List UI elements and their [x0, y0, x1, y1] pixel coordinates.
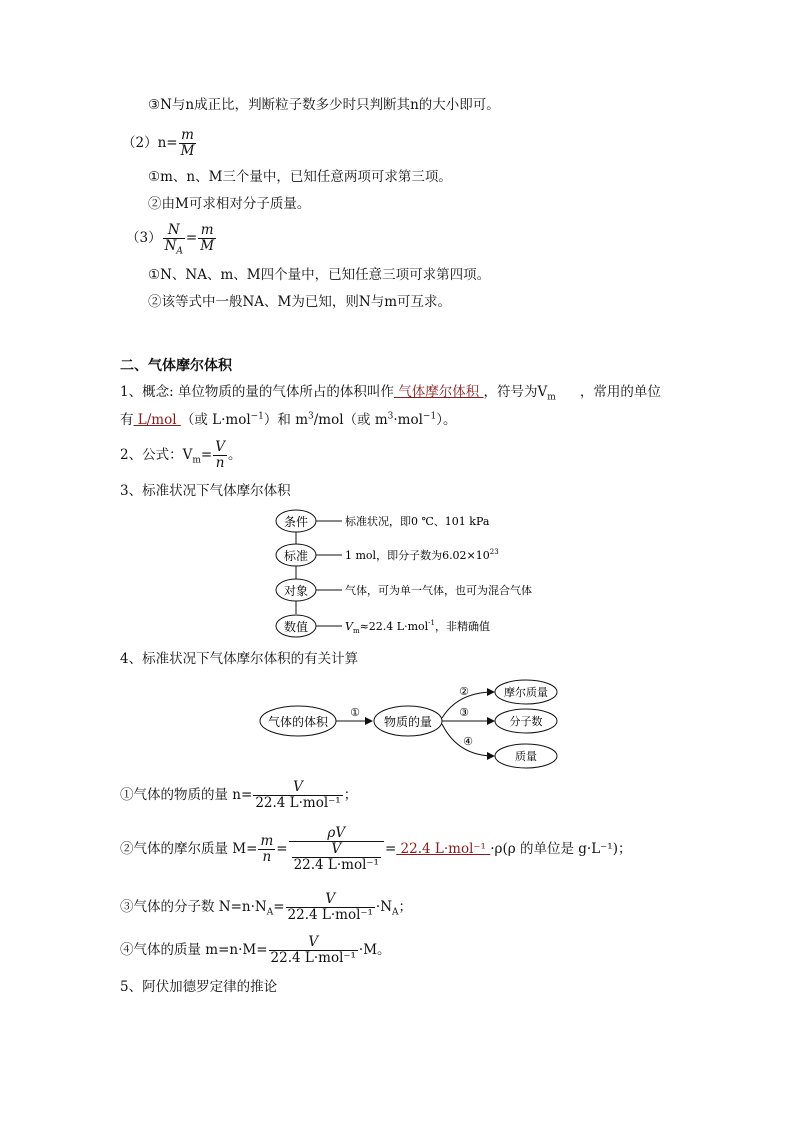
calculation-diagram [258, 678, 568, 770]
diagram2-right-node-1 [495, 680, 557, 704]
std-conditions-heading: 3、标准状况下气体摩尔体积 [120, 483, 291, 499]
concept-text: 1、概念: 单位物质的量的气体所占的体积叫作 [120, 384, 394, 400]
concept-line-1 [120, 383, 661, 401]
formula-3 [126, 222, 217, 257]
diagram1-text-3: 气体，可为单一气体，也可为混合气体 [345, 584, 532, 597]
unit-alt-4-sup: −1 [422, 411, 437, 422]
diagram1-node-3-label: 对象 [283, 584, 309, 598]
section-title: 二、气体摩尔体积 [120, 358, 232, 374]
formula-3-left-den-symbol: N [164, 238, 177, 254]
diagram1-node-2 [276, 544, 499, 566]
calc-1-end: ； [343, 787, 358, 803]
calc-1-fraction [253, 780, 342, 811]
calc-heading: 4、标准状况下气体摩尔体积的有关计算 [120, 651, 359, 667]
formula-2-note-2: ②由M可求相对分子质量。 [148, 196, 311, 212]
formula-2 [122, 128, 197, 159]
calc-3-fraction [286, 892, 375, 923]
calc-4-den: 22.4 L·mol⁻¹ [270, 950, 356, 966]
unit-alt-2: ）和 m [263, 412, 309, 428]
calc-2-end: ·ρ(ρ 的单位是 g·L⁻¹)； [490, 841, 632, 857]
formula-3-right-numerator: m [200, 222, 214, 238]
diagram1-text-4-sup: -1 [428, 619, 435, 627]
diagram1-vm: V [345, 620, 353, 633]
diagram2-right-node-2 [495, 709, 557, 733]
unit-alt-3: /mol（或 m [313, 412, 388, 428]
calc-2-inner-num: V [331, 841, 342, 857]
formula-3-right-fraction [198, 223, 216, 254]
calc-2-eq-2: = [384, 841, 397, 857]
formula-vm-end: 。 [227, 447, 242, 463]
calc-1-num: V [293, 779, 303, 795]
unit-alt-1: （或 L·mol [180, 412, 251, 428]
calc-2-eq-1: = [276, 841, 288, 857]
symbol-text: ，符号为V [483, 384, 548, 400]
unit-alt-1-sup: −1 [250, 411, 264, 422]
diagram2-left-label: 气体的体积 [267, 715, 329, 729]
diagram2-arrow-1-label: ① [350, 706, 360, 719]
formula-2-fraction [179, 128, 197, 159]
formula-vm-den: n [213, 455, 227, 471]
item-n-proportional: ③N与n成正比，判断粒子数多少时只判断其n的大小即可。 [148, 97, 500, 113]
diagram2-right-2-label: 分子数 [509, 715, 543, 728]
calc-2-num-1: m [260, 833, 274, 849]
formula-vm [120, 440, 241, 471]
formula-vm-eq: = [200, 447, 213, 463]
calc-2-fraction-2 [289, 826, 384, 873]
formula-2-numerator: m [181, 127, 194, 143]
diagram1-vm-sub: m [352, 627, 360, 635]
diagram1-node-4 [276, 615, 490, 637]
formula-3-note-2: ②该等式中一般NA、M为已知，则N与m可互求。 [148, 294, 451, 310]
calc-2-inner-fraction [292, 842, 381, 873]
diagram1-text-4 [345, 619, 490, 635]
diagram1-text-4-tail: ，非精确值 [435, 620, 490, 633]
calc-2-label: ②气体的摩尔质量 M= [120, 841, 258, 857]
concept-line-2 [120, 411, 456, 429]
unit-alt-4: ·mol [393, 412, 423, 428]
concept-answer-blank: 气体摩尔体积 [393, 384, 484, 400]
diagram1-node-2-label: 标准 [283, 549, 309, 563]
unit-alt-2-sup: 3 [308, 411, 314, 422]
diagram1-text-1: 标准状况，即0 ℃、101 kPa [345, 515, 490, 528]
diagram2-left-node [260, 706, 336, 736]
unit-text: ，常用的单位 [579, 384, 661, 400]
calc-3-sub: A [266, 907, 274, 918]
calc-3-end: ·N [375, 899, 393, 915]
symbol-sub: m [547, 392, 556, 403]
calc-2-inner-den: 22.4 L·mol⁻¹ [293, 857, 379, 873]
unit-alt-end: ）。 [436, 412, 457, 428]
unit-alt-3-sup: 3 [387, 411, 394, 422]
unit-prefix: 有 [120, 412, 134, 428]
formula-3-left-den-sub: A [176, 246, 183, 257]
formula-vm-num: V [215, 439, 225, 455]
formula-3-left-denominator [163, 238, 185, 257]
calc-4-end: ·M。 [358, 942, 391, 958]
diagram1-text-4-main: ≈22.4 L·mol [359, 620, 429, 633]
diagram2-right-3-label: 质量 [515, 750, 537, 763]
diagram1-node-1-label: 条件 [283, 515, 309, 529]
calc-3-end-sub: A [392, 907, 399, 918]
calc-4-label: ④气体的质量 m=n·M= [120, 942, 268, 958]
calc-1-label: ①气体的物质的量 n= [120, 787, 253, 803]
diagram2-right-1-label: 摩尔质量 [504, 686, 548, 699]
diagram1-text-2-sup: 23 [489, 548, 499, 556]
formula-2-note-1: ①m、n、M三个量中，已知任意两项可求第三项。 [148, 169, 452, 185]
formula-3-note-1: ①N、NA、m、M四个量中，已知任意三项可求第四项。 [148, 267, 491, 283]
calc-1 [120, 780, 357, 811]
calc-3-semi: ； [398, 899, 413, 915]
diagram2-arrow-4-label: ④ [463, 735, 473, 748]
diagram2-arrow-3-label: ③ [459, 706, 469, 719]
diagram2-mid-label: 物质的量 [383, 715, 433, 729]
formula-3-left-numerator: N [167, 222, 180, 238]
unit-answer-blank: L/mol [133, 412, 181, 428]
avogadro-heading: 5、阿伏加德罗定律的推论 [120, 979, 278, 995]
calc-2-fraction-1 [258, 834, 275, 865]
diagram1-node-3 [276, 579, 532, 601]
calc-1-den: 22.4 L·mol⁻¹ [255, 795, 341, 811]
std-conditions-diagram [270, 506, 570, 642]
calc-3 [120, 892, 412, 923]
diagram1-node-1 [276, 510, 490, 532]
calc-4-num: V [308, 934, 319, 950]
calc-3-den: 22.4 L·mol⁻¹ [287, 907, 373, 923]
diagram1-node-4-label: 数值 [283, 620, 309, 634]
calc-3-eq: = [273, 899, 285, 915]
diagram1-text-2-main: 1 mol，即分子数为6.02×10 [345, 549, 490, 562]
calc-2-num-2: ρV [327, 825, 346, 841]
diagram2-mid-node [374, 706, 442, 736]
formula-3-equals: = [185, 230, 198, 246]
calc-2-answer-blank: 22.4 L·mol⁻¹ [396, 841, 491, 857]
formula-vm-sub: m [192, 455, 201, 466]
formula-vm-label: 2、公式：V [120, 447, 193, 463]
diagram2-arrow-2-label: ② [459, 685, 469, 698]
calc-3-label: ③气体的分子数 N=n·N [120, 899, 267, 915]
formula-2-label: （2）n= [122, 135, 178, 151]
formula-2-denominator: M [180, 143, 195, 159]
formula-vm-fraction [213, 440, 227, 471]
formula-3-left-fraction [163, 222, 185, 257]
calc-2-den-2 [289, 841, 384, 873]
calc-2-den-1: n [258, 849, 275, 865]
calc-2 [120, 826, 631, 873]
calc-4 [120, 935, 391, 966]
formula-3-label: （3） [126, 230, 162, 246]
diagram1-text-2 [345, 548, 499, 562]
diagram2-right-node-3 [495, 744, 557, 768]
calc-3-num: V [325, 891, 336, 907]
calc-4-fraction [269, 935, 358, 966]
formula-3-right-denominator: M [200, 238, 215, 254]
